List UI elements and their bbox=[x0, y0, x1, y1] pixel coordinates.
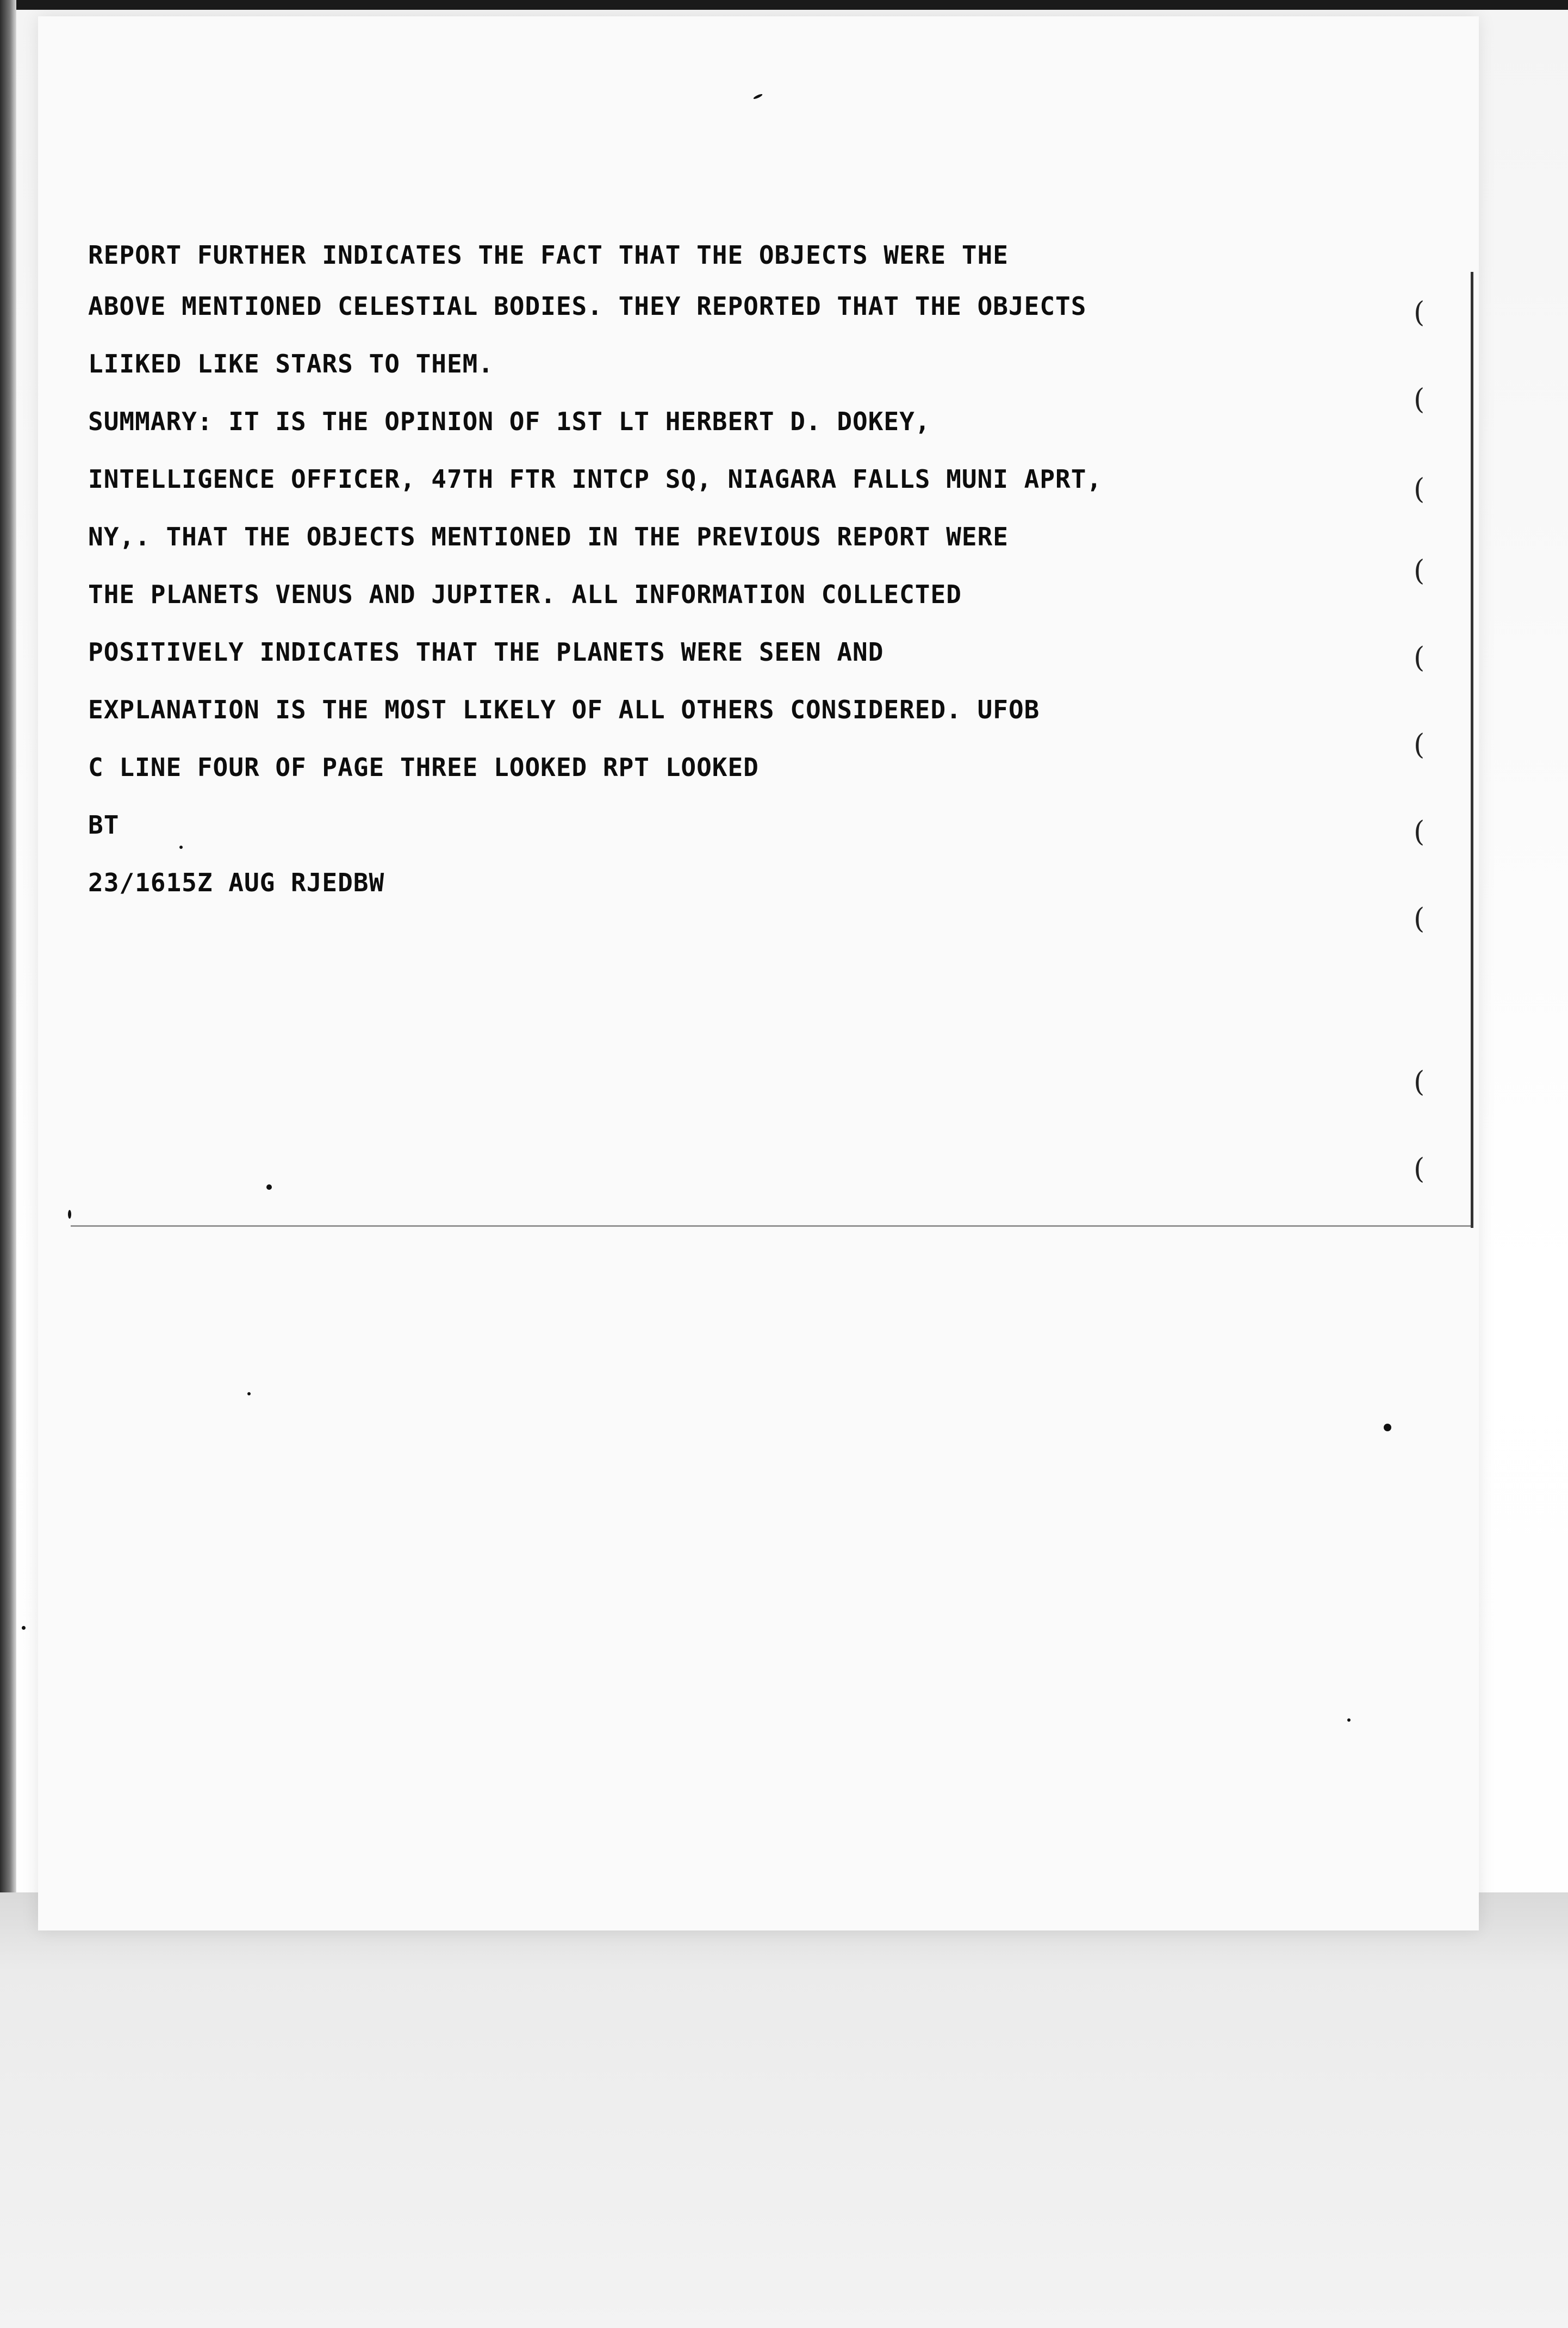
margin-mark: ( bbox=[1414, 1066, 1425, 1098]
margin-mark: ( bbox=[1414, 555, 1425, 587]
dust-speck bbox=[179, 846, 183, 849]
margin-mark: ( bbox=[1414, 296, 1425, 329]
margin-mark: ( bbox=[1414, 383, 1425, 416]
text-line-4: INTELLIGENCE OFFICER, 47TH FTR INTCP SQ, NIAGARA FALLS MUNI APRT, bbox=[88, 464, 1103, 494]
text-line-11: 23/1615Z AUG RJEDBW bbox=[88, 868, 385, 897]
frame-bottom-line bbox=[71, 1225, 1473, 1227]
text-line-7: POSITIVELY INDICATES THAT THE PLANETS WERE SEEN AND bbox=[88, 637, 884, 667]
dust-speck bbox=[1384, 1424, 1391, 1431]
margin-mark: ( bbox=[1414, 473, 1425, 506]
dust-speck bbox=[22, 1626, 26, 1630]
dust-speck bbox=[266, 1184, 272, 1190]
margin-mark: ( bbox=[1414, 1153, 1425, 1185]
text-line-1: ABOVE MENTIONED CELESTIAL BODIES. THEY REPORTED THAT THE OBJECTS bbox=[88, 291, 1087, 321]
text-line-10: BT bbox=[88, 810, 120, 840]
typed-message bbox=[88, 240, 1447, 911]
text-line-2: LIIKED LIKE STARS TO THEM. bbox=[88, 349, 494, 378]
cut-off-line: REPORT FURTHER INDICATES THE FACT THAT THE OBJECTS WERE THE bbox=[88, 240, 1009, 270]
dust-speck bbox=[1347, 1718, 1351, 1722]
margin-mark: ( bbox=[1414, 816, 1425, 848]
page-lower-shadow bbox=[0, 1892, 1568, 2328]
film-top-edge bbox=[0, 0, 1568, 10]
text-line-6: THE PLANETS VENUS AND JUPITER. ALL INFORMATION COLLECTED bbox=[88, 580, 962, 609]
film-left-edge bbox=[0, 0, 16, 1892]
dust-speck bbox=[247, 1392, 251, 1395]
text-line-8: EXPLANATION IS THE MOST LIKELY OF ALL OTHERS CONSIDERED. UFOB bbox=[88, 695, 1040, 724]
text-line-9: C LINE FOUR OF PAGE THREE LOOKED RPT LOOKED bbox=[88, 753, 759, 782]
margin-mark: ( bbox=[1414, 642, 1425, 674]
margin-mark: ( bbox=[1414, 729, 1425, 761]
text-line-3: SUMMARY: IT IS THE OPINION OF 1ST LT HERBERT D. DOKEY, bbox=[88, 407, 931, 436]
margin-mark: ( bbox=[1414, 903, 1425, 935]
frame-right-line bbox=[1471, 272, 1473, 1228]
dust-speck bbox=[68, 1210, 71, 1219]
text-line-5: NY,. THAT THE OBJECTS MENTIONED IN THE PREVIOUS REPORT WERE bbox=[88, 522, 1009, 551]
